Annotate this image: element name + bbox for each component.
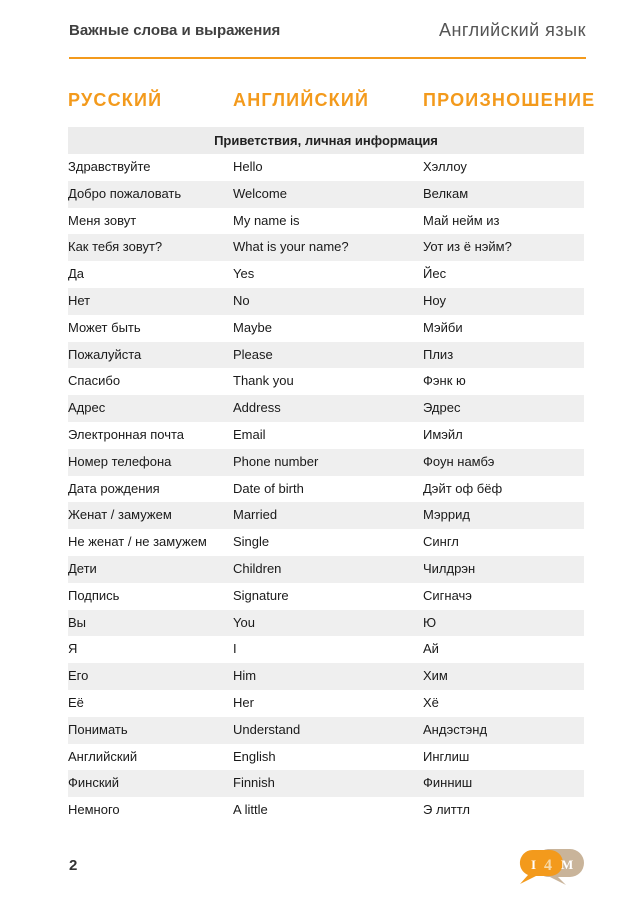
table-row [68, 529, 584, 556]
cell-english: What is your name? [233, 239, 349, 255]
table-row [68, 556, 584, 583]
cell-pronunciation: Плиз [423, 346, 454, 362]
cell-pronunciation: Хим [423, 668, 448, 684]
cell-pronunciation: Фоун намбэ [423, 453, 495, 469]
header-subject: Английский язык [438, 20, 586, 40]
table-row [68, 368, 584, 395]
cell-russian: Понимать [68, 721, 128, 737]
cell-english: Him [233, 668, 257, 684]
column-header-pronunciation: ПРОИЗНОШЕНИЕ [423, 90, 596, 110]
cell-english: Address [233, 400, 281, 416]
cell-russian: Добро пожаловать [68, 185, 182, 201]
cell-pronunciation: Имэйл [423, 426, 463, 442]
cell-russian: Вы [68, 614, 87, 630]
table-row [68, 636, 584, 663]
cell-pronunciation: Инглиш [423, 748, 470, 764]
cell-english: A little [233, 802, 268, 818]
logo-letter-i: I [531, 857, 537, 872]
cell-english: Welcome [233, 185, 287, 201]
logo-letter-4: 4 [544, 857, 552, 874]
cell-pronunciation: Ю [423, 614, 437, 630]
table-row [68, 234, 584, 261]
cell-pronunciation: Э литтл [423, 802, 471, 818]
cell-english: Married [233, 507, 278, 523]
table-body [68, 154, 584, 824]
cell-russian: Пожалуйста [68, 346, 142, 362]
cell-english: English [233, 748, 276, 764]
cell-pronunciation: Финниш [423, 775, 473, 791]
cell-russian: Номер телефона [68, 453, 172, 469]
cell-russian: Я [68, 641, 78, 657]
table-row [68, 583, 584, 610]
table-row [68, 690, 584, 717]
table-row [68, 663, 584, 690]
table-row [68, 315, 584, 342]
cell-russian: Адрес [68, 400, 106, 416]
cell-english: Yes [233, 266, 255, 282]
cell-russian: Финский [68, 775, 120, 791]
table-row [68, 797, 584, 824]
table-row [68, 342, 584, 369]
cell-pronunciation: Чилдрэн [423, 560, 476, 576]
column-header-english: АНГЛИЙСКИЙ [233, 90, 370, 110]
cell-pronunciation: Фэнк ю [423, 373, 466, 389]
cell-russian: Да [68, 266, 85, 282]
table-row [68, 395, 584, 422]
table-row [68, 744, 584, 771]
cell-pronunciation: Ноу [423, 292, 446, 308]
table-row [68, 770, 584, 797]
cell-pronunciation: Эдрес [423, 400, 461, 416]
cell-english: Maybe [233, 319, 273, 335]
cell-russian: Её [68, 694, 84, 710]
cell-english: Single [233, 534, 270, 550]
cell-russian: Как тебя зовут? [68, 239, 163, 255]
cell-russian: Подпись [68, 587, 120, 603]
cell-english: Her [233, 694, 254, 710]
cell-english: My name is [233, 212, 300, 228]
cell-pronunciation: Сингл [423, 534, 459, 550]
cell-english: Finnish [233, 775, 275, 791]
cell-pronunciation: Хэллоу [423, 159, 467, 174]
cell-english: Understand [233, 721, 301, 737]
cell-russian: Дата рождения [68, 480, 160, 496]
table-row [68, 449, 584, 476]
table-row [68, 717, 584, 744]
table-row [68, 502, 584, 529]
table-row [68, 288, 584, 315]
logo-letter-m: M [561, 857, 574, 872]
cell-pronunciation: Йес [423, 266, 447, 282]
table-row [68, 181, 584, 208]
cell-english: Email [233, 426, 266, 442]
cell-russian: Нет [68, 292, 91, 308]
cell-russian: Его [68, 668, 89, 684]
cell-russian: Спасибо [68, 373, 121, 389]
cell-pronunciation: Мэйби [423, 319, 463, 335]
cell-english: Please [233, 346, 273, 362]
cell-pronunciation: Уот из ё нэйм? [423, 239, 512, 255]
cell-pronunciation: Мэррид [423, 507, 470, 523]
page-header [69, 20, 586, 44]
cell-russian: Не женат / не замужем [68, 534, 207, 550]
cell-english: You [233, 614, 255, 630]
cell-pronunciation: Ай [423, 641, 439, 657]
cell-english: Children [233, 560, 282, 576]
table-row [68, 208, 584, 235]
cell-russian: Английский [68, 748, 138, 764]
page-number: 2 [69, 857, 78, 874]
header-title: Важные слова и выражения [69, 22, 281, 39]
cell-russian: Электронная почта [68, 426, 185, 442]
cell-pronunciation: Май нейм из [423, 212, 500, 228]
cell-russian: Дети [68, 560, 97, 576]
cell-russian: Может быть [68, 319, 141, 335]
i4m-logo [516, 846, 586, 886]
cell-pronunciation: Велкам [423, 185, 469, 201]
cell-english: No [233, 292, 250, 308]
column-header-russian: РУССКИЙ [68, 90, 163, 110]
cell-pronunciation: Андэстэнд [423, 721, 488, 737]
cell-english: Signature [233, 587, 289, 603]
section-title: Приветствия, личная информация [68, 127, 584, 154]
cell-english: Date of birth [233, 480, 304, 496]
vocabulary-table [68, 127, 584, 824]
cell-russian: Немного [68, 802, 120, 818]
cell-russian: Здравствуйте [68, 159, 151, 174]
cell-english: Phone number [233, 453, 319, 469]
header-divider [69, 57, 586, 59]
cell-pronunciation: Сигначэ [423, 587, 472, 603]
table-row [68, 422, 584, 449]
cell-pronunciation: Хё [423, 694, 439, 710]
cell-russian: Меня зовут [68, 212, 137, 228]
column-headers [68, 90, 596, 112]
cell-pronunciation: Дэйт оф бёф [423, 480, 503, 496]
cell-russian: Женат / замужем [68, 507, 172, 523]
table-row [68, 154, 584, 181]
table-row [68, 610, 584, 637]
table-row [68, 476, 584, 503]
cell-english: I [233, 641, 237, 657]
table-row [68, 261, 584, 288]
cell-english: Thank you [233, 373, 294, 389]
cell-english: Hello [233, 159, 263, 174]
